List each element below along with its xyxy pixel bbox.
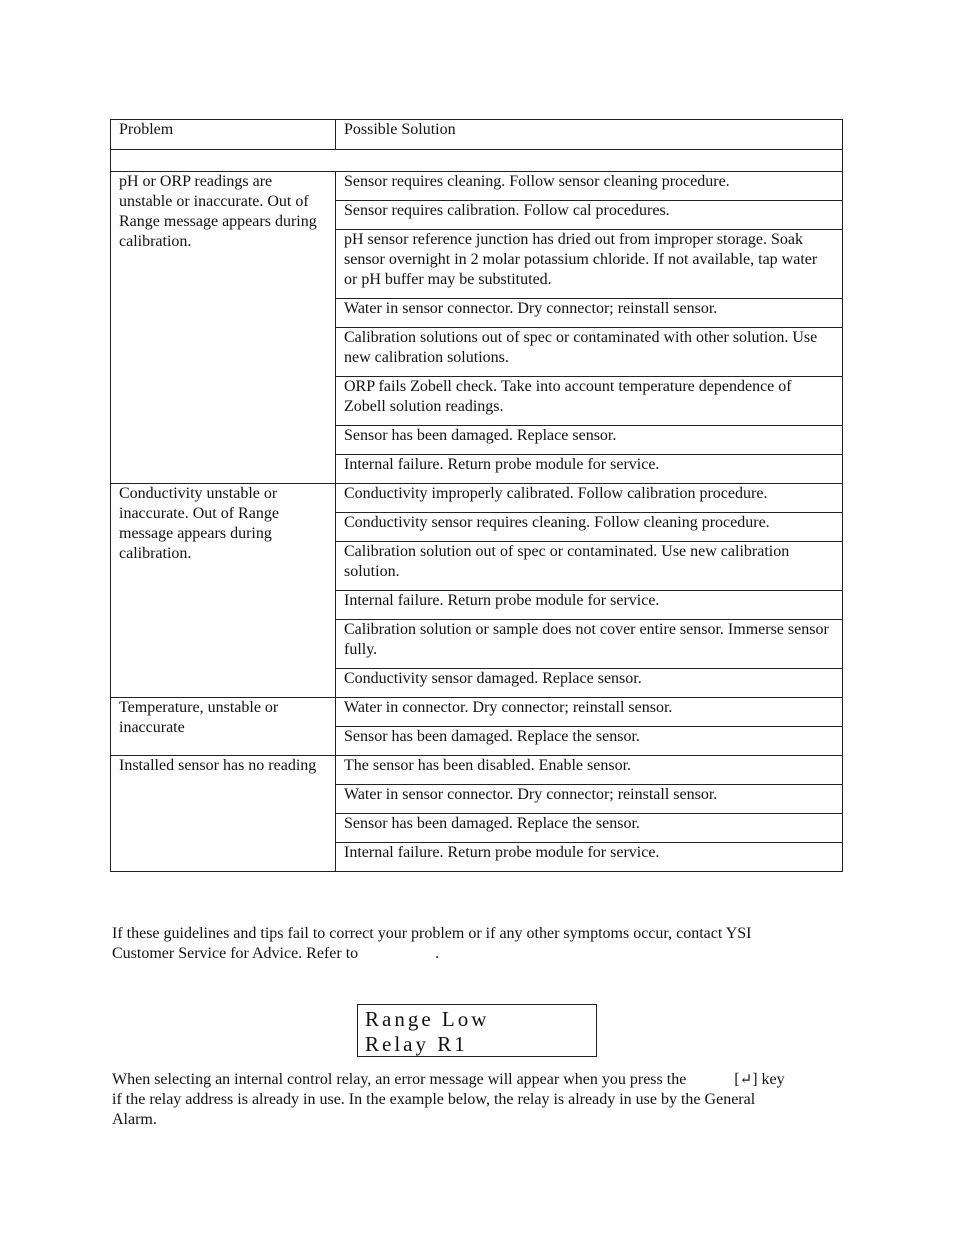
solution-cell: ORP fails Zobell check. Take into account temperature dependence of Zobell solution readings. (336, 377, 843, 426)
table-row (111, 698, 843, 727)
solution-cell: Sensor has been damaged. Replace sensor. (336, 426, 843, 455)
lcd-display (357, 1004, 597, 1057)
lcd-line-2 (365, 1032, 596, 1057)
guidance-line-2-text: Customer Service for Advice. Refer to (112, 945, 359, 962)
key-bracket-open: [ (734, 1071, 740, 1088)
key-bracket-close: ] (752, 1071, 758, 1088)
enter-icon: ↵ (739, 1072, 753, 1088)
table-row (111, 484, 843, 513)
table-row (111, 172, 843, 201)
solution-cell: Conductivity improperly calibrated. Follow calibration procedure. (336, 484, 843, 513)
troubleshooting-table-container (110, 119, 842, 872)
relay-note-line-1 (112, 1070, 832, 1090)
problem-cell: Temperature, unstable or inaccurate (111, 698, 336, 756)
solution-cell: pH sensor reference junction has dried out from improper storage. Soak sensor overnight in 2 molar potassium chloride. If not available, tap water or pH buffer may be substituted. (336, 230, 843, 299)
problem-cell: pH or ORP readings are unstable or inaccurate. Out of Range message appears during calibration. (111, 172, 336, 484)
solution-cell: Water in sensor connector. Dry connector; reinstall sensor. (336, 785, 843, 814)
solution-cell: Sensor has been damaged. Replace the sensor. (336, 727, 843, 756)
header-possible-solution: Possible Solution (336, 120, 843, 150)
guidance-line-2 (112, 944, 832, 964)
table-spacer-row (111, 150, 843, 172)
header-problem: Problem (111, 120, 336, 150)
solution-cell: Internal failure. Return probe module for service. (336, 455, 843, 484)
solution-cell: The sensor has been disabled. Enable sensor. (336, 756, 843, 785)
spacer-cell (111, 150, 843, 172)
lcd-relay-word: Relay (365, 1032, 429, 1056)
solution-cell: Calibration solutions out of spec or contaminated with other solution. Use new calibration solutions. (336, 328, 843, 377)
relay-note-key-word: key (761, 1071, 785, 1088)
problem-cell: Installed sensor has no reading (111, 756, 336, 872)
solution-cell: Sensor requires cleaning. Follow sensor cleaning procedure. (336, 172, 843, 201)
solution-cell: Sensor has been damaged. Replace the sensor. (336, 814, 843, 843)
table-row (111, 756, 843, 785)
relay-note-paragraph (112, 1070, 832, 1130)
guidance-line-1: If these guidelines and tips fail to correct your problem or if any other symptoms occur, contact YSI (112, 925, 752, 942)
solution-cell: Water in sensor connector. Dry connector; reinstall sensor. (336, 299, 843, 328)
table-header-row (111, 120, 843, 150)
solution-cell: Water in connector. Dry connector; reinstall sensor. (336, 698, 843, 727)
solution-cell: Calibration solution out of spec or contaminated. Use new calibration solution. (336, 542, 843, 591)
solution-cell: Internal failure. Return probe module for service. (336, 843, 843, 872)
relay-note-line-3: Alarm. (112, 1111, 157, 1128)
guidance-line-2-end: . (435, 945, 440, 962)
solution-cell: Calibration solution or sample does not cover entire sensor. Immerse sensor fully. (336, 620, 843, 669)
relay-note-line-2: if the relay address is already in use. In the example below, the relay is already in use by the General (112, 1091, 756, 1108)
lcd-relay-value: R1 (437, 1032, 468, 1056)
relay-note-text: When selecting an internal control relay, an error message will appear when you press the (112, 1071, 687, 1088)
troubleshooting-table (110, 119, 843, 872)
guidance-paragraph (112, 924, 832, 964)
enter-key-reference (734, 1070, 757, 1090)
solution-cell: Internal failure. Return probe module for service. (336, 591, 843, 620)
solution-cell: Sensor requires calibration. Follow cal procedures. (336, 201, 843, 230)
lcd-line-1: Range Low (365, 1007, 490, 1031)
solution-cell: Conductivity sensor damaged. Replace sensor. (336, 669, 843, 698)
problem-cell: Conductivity unstable or inaccurate. Out of Range message appears during calibration. (111, 484, 336, 698)
solution-cell: Conductivity sensor requires cleaning. Follow cleaning procedure. (336, 513, 843, 542)
